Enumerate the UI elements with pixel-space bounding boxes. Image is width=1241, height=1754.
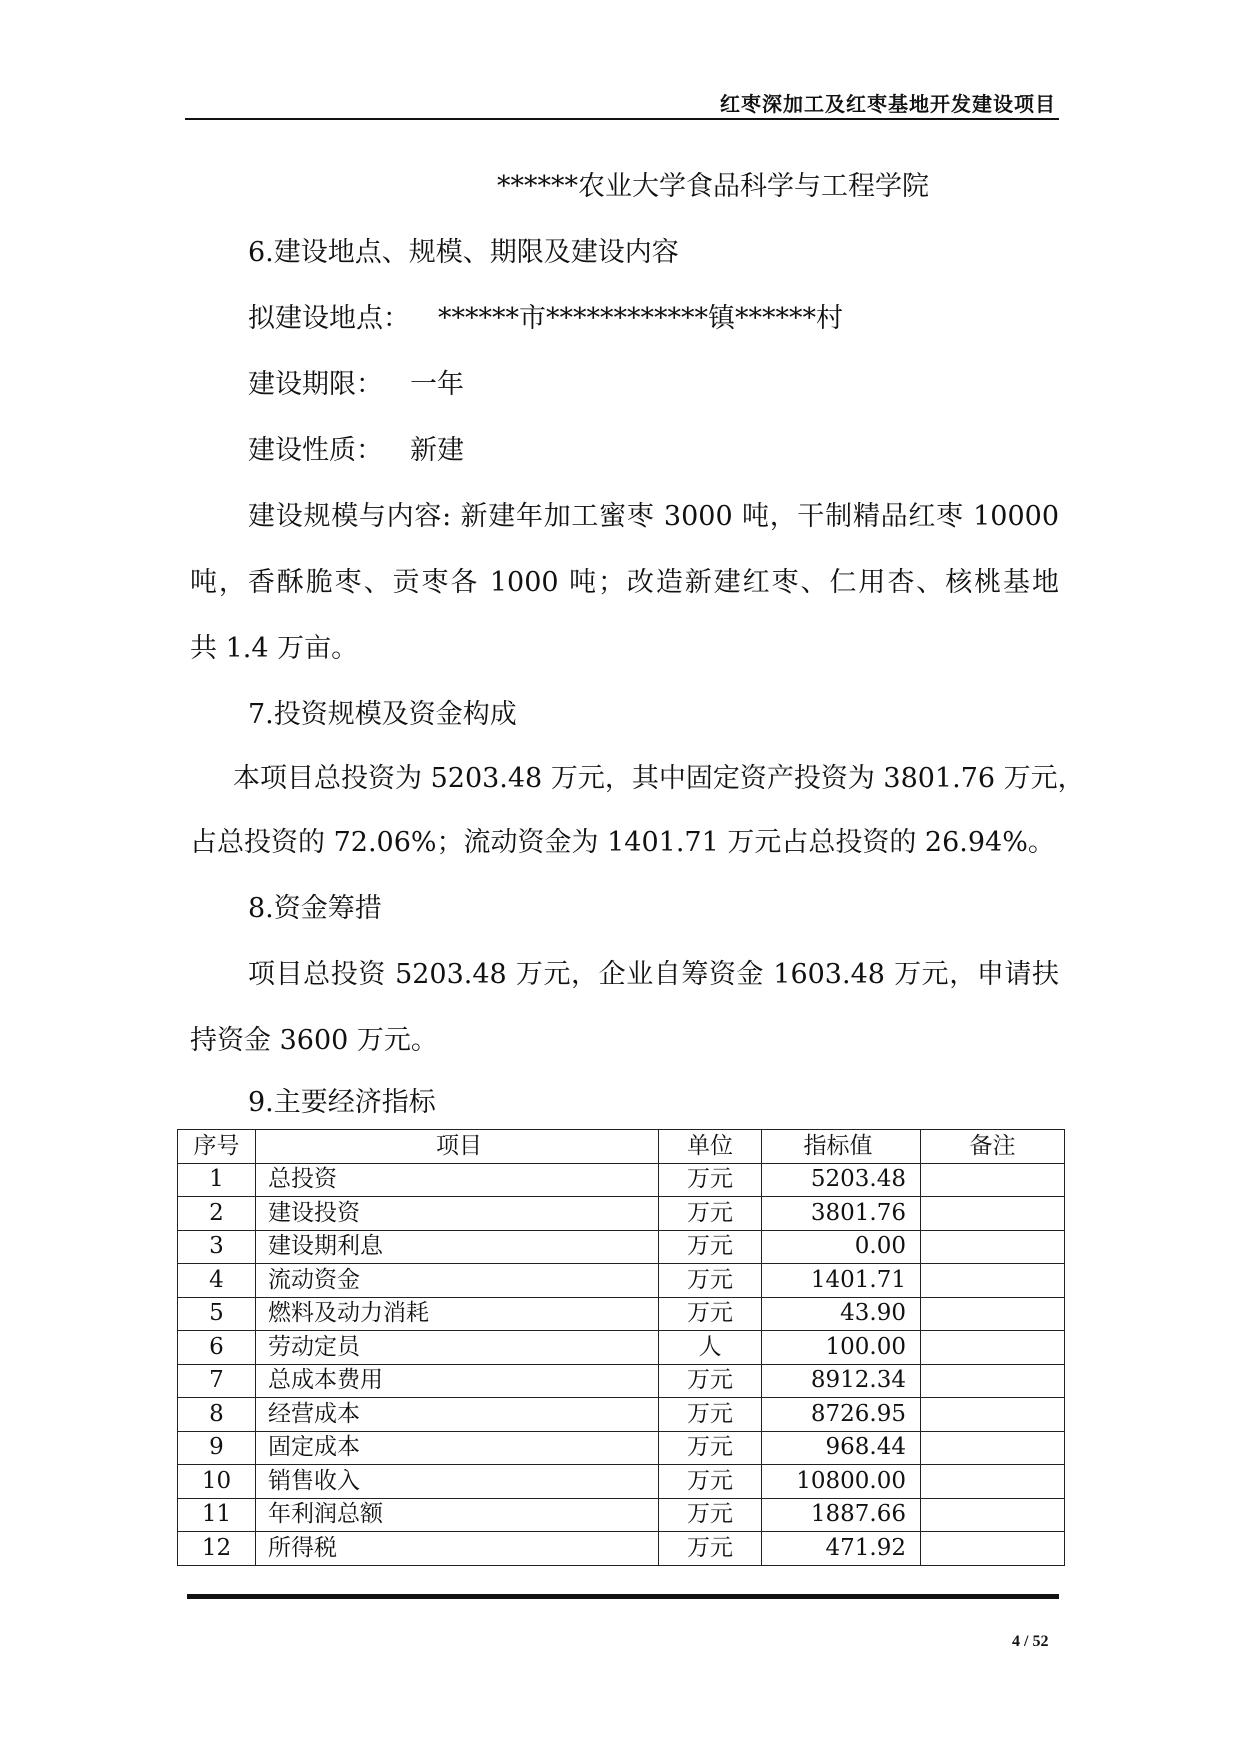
row-unit: 万元 xyxy=(659,1197,762,1231)
scale-paragraph-line-1: 建设规模与内容: 新建年加工蜜枣 3000 吨，干制精品红枣 10000 xyxy=(248,501,1059,532)
row-item: 燃料及动力消耗 xyxy=(256,1297,659,1331)
row-item: 建设期利息 xyxy=(256,1230,659,1264)
row-no: 6 xyxy=(178,1331,256,1365)
table-row xyxy=(178,1398,1065,1432)
row-value: 100.00 xyxy=(762,1331,921,1365)
row-value: 968.44 xyxy=(762,1431,921,1465)
period-label: 建设期限： xyxy=(248,369,383,400)
row-unit: 万元 xyxy=(659,1465,762,1499)
row-value: 0.00 xyxy=(762,1230,921,1264)
table-body xyxy=(178,1163,1065,1565)
fund-paragraph-line-1: 项目总投资 5203.48 万元，企业自筹资金 1603.48 万元，申请扶 xyxy=(248,959,1059,990)
section-6-title: 6.建设地点、规模、期限及建设内容 xyxy=(248,237,679,268)
row-no: 9 xyxy=(178,1431,256,1465)
row-value: 1887.66 xyxy=(762,1498,921,1532)
scale-paragraph-line-3: 共 1.4 万亩。 xyxy=(190,633,359,664)
row-item: 总成本费用 xyxy=(256,1364,659,1398)
table-row xyxy=(178,1364,1065,1398)
row-value: 3801.76 xyxy=(762,1197,921,1231)
row-unit: 万元 xyxy=(659,1398,762,1432)
institution-line: ******农业大学食品科学与工程学院 xyxy=(497,171,929,202)
table-row xyxy=(178,1498,1065,1532)
row-unit: 万元 xyxy=(659,1431,762,1465)
table-row xyxy=(178,1465,1065,1499)
row-no: 11 xyxy=(178,1498,256,1532)
section-8-title: 8.资金筹措 xyxy=(248,893,382,924)
header-value: 指标值 xyxy=(762,1130,921,1164)
table-header-row xyxy=(178,1130,1065,1164)
row-item: 固定成本 xyxy=(256,1431,659,1465)
row-note xyxy=(921,1297,1065,1331)
row-value: 8912.34 xyxy=(762,1364,921,1398)
location-value: ******市************镇******村 xyxy=(438,303,843,334)
row-value: 8726.95 xyxy=(762,1398,921,1432)
nature-label: 建设性质： xyxy=(248,435,383,466)
header-no: 序号 xyxy=(178,1130,256,1164)
row-unit: 万元 xyxy=(659,1297,762,1331)
scale-paragraph-line-2: 吨，香酥脆枣、贡枣各 1000 吨；改造新建红枣、仁用杏、核桃基地 xyxy=(190,567,1059,598)
table-row xyxy=(178,1532,1065,1566)
nature-value: 新建 xyxy=(410,435,464,466)
table-row xyxy=(178,1431,1065,1465)
row-no: 10 xyxy=(178,1465,256,1499)
row-no: 3 xyxy=(178,1230,256,1264)
row-note xyxy=(921,1532,1065,1566)
row-note xyxy=(921,1230,1065,1264)
row-value: 5203.48 xyxy=(762,1163,921,1197)
row-note xyxy=(921,1431,1065,1465)
row-note xyxy=(921,1364,1065,1398)
row-item: 所得税 xyxy=(256,1532,659,1566)
invest-paragraph-line-2: 占总投资的 72.06%；流动资金为 1401.71 万元占总投资的 26.94%。 xyxy=(190,827,1055,858)
row-unit: 万元 xyxy=(659,1364,762,1398)
invest-paragraph-line-1: 本项目总投资为 5203.48 万元，其中固定资产投资为 3801.76 万元， xyxy=(233,763,1085,794)
row-item: 劳动定员 xyxy=(256,1331,659,1365)
row-no: 1 xyxy=(178,1163,256,1197)
row-item: 流动资金 xyxy=(256,1264,659,1298)
row-note xyxy=(921,1331,1065,1365)
table-row xyxy=(178,1331,1065,1365)
row-item: 总投资 xyxy=(256,1163,659,1197)
table-row xyxy=(178,1297,1065,1331)
row-unit: 万元 xyxy=(659,1163,762,1197)
section-7-title: 7.投资规模及资金构成 xyxy=(248,699,517,730)
row-unit: 万元 xyxy=(659,1230,762,1264)
row-no: 8 xyxy=(178,1398,256,1432)
row-unit: 人 xyxy=(659,1331,762,1365)
row-note xyxy=(921,1398,1065,1432)
row-note xyxy=(921,1498,1065,1532)
header-rule xyxy=(185,118,1059,120)
table-row xyxy=(178,1163,1065,1197)
row-note xyxy=(921,1197,1065,1231)
row-item: 经营成本 xyxy=(256,1398,659,1432)
page-number: 4 / 52 xyxy=(1012,1633,1049,1650)
table-row xyxy=(178,1197,1065,1231)
period-value: 一年 xyxy=(410,369,464,400)
row-item: 年利润总额 xyxy=(256,1498,659,1532)
section-9-title: 9.主要经济指标 xyxy=(248,1087,436,1118)
row-item: 销售收入 xyxy=(256,1465,659,1499)
row-unit: 万元 xyxy=(659,1264,762,1298)
economic-indicators-table xyxy=(177,1129,1065,1566)
header-title: 红枣深加工及红枣基地开发建设项目 xyxy=(720,92,1056,116)
row-no: 12 xyxy=(178,1532,256,1566)
footer-rule xyxy=(187,1594,1059,1599)
row-no: 5 xyxy=(178,1297,256,1331)
row-value: 471.92 xyxy=(762,1532,921,1566)
header-item: 项目 xyxy=(256,1130,659,1164)
row-no: 2 xyxy=(178,1197,256,1231)
location-label: 拟建设地点： xyxy=(248,303,410,334)
row-note xyxy=(921,1264,1065,1298)
fund-paragraph-line-2: 持资金 3600 万元。 xyxy=(190,1025,438,1056)
row-no: 4 xyxy=(178,1264,256,1298)
row-item: 建设投资 xyxy=(256,1197,659,1231)
header-note: 备注 xyxy=(921,1130,1065,1164)
table-row xyxy=(178,1230,1065,1264)
row-value: 10800.00 xyxy=(762,1465,921,1499)
row-note xyxy=(921,1163,1065,1197)
row-value: 1401.71 xyxy=(762,1264,921,1298)
row-value: 43.90 xyxy=(762,1297,921,1331)
header-unit: 单位 xyxy=(659,1130,762,1164)
row-unit: 万元 xyxy=(659,1498,762,1532)
row-note xyxy=(921,1465,1065,1499)
row-unit: 万元 xyxy=(659,1532,762,1566)
table-row xyxy=(178,1264,1065,1298)
row-no: 7 xyxy=(178,1364,256,1398)
